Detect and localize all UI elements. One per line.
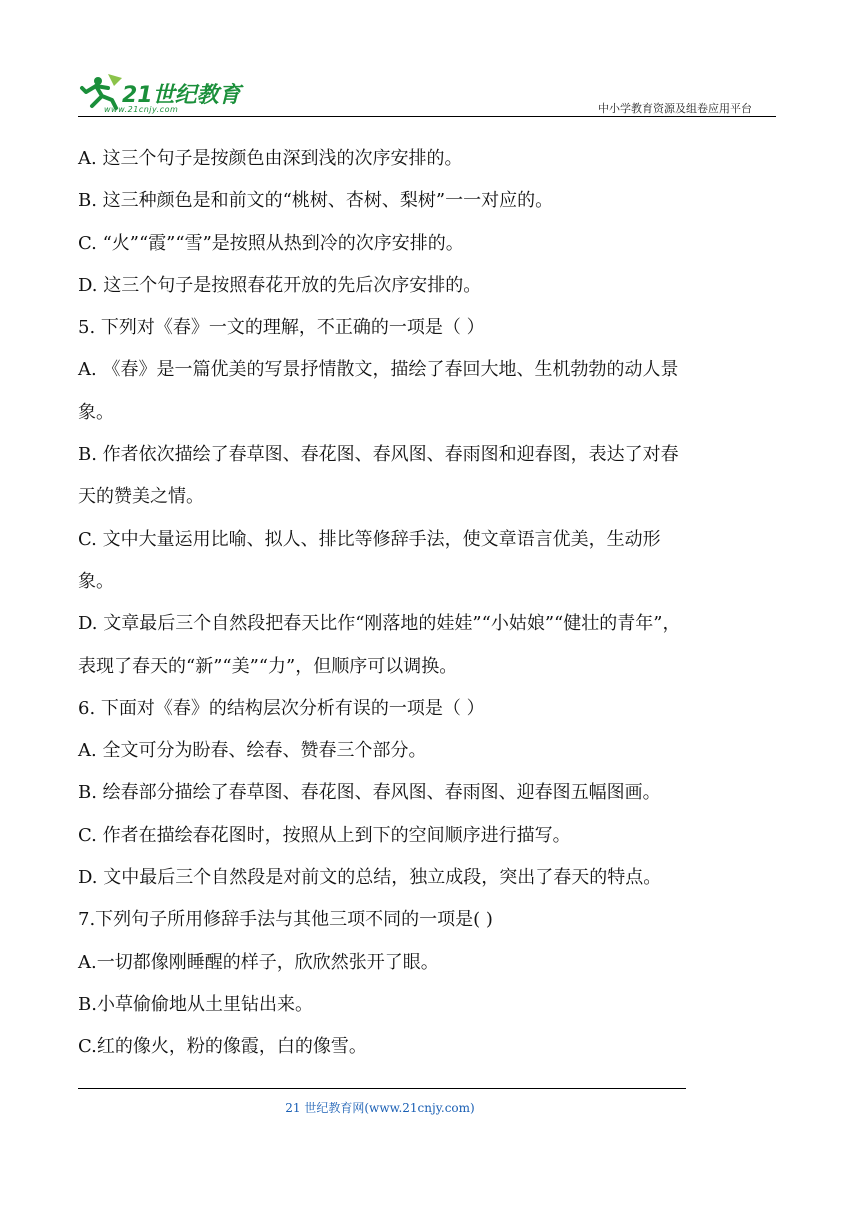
text-line: B. 作者依次描绘了春草图、春花图、春风图、春雨图和迎春图，表达了对春 xyxy=(78,444,679,466)
page-header xyxy=(78,68,776,118)
platform-text: 中小学教育资源及组卷应用平台 xyxy=(598,102,752,115)
footer-text: 21 世纪教育网(www.21cnjy.com) xyxy=(285,1101,475,1115)
header-divider xyxy=(78,116,776,117)
text-line: C. 作者在描绘春花图时，按照从上到下的空间顺序进行描写。 xyxy=(78,824,571,846)
text-line: A. 全文可分为盼春、绘春、赞春三个部分。 xyxy=(78,740,427,762)
logo-url: www.21cnjy.com xyxy=(104,105,179,114)
text-line: 天的赞美之情。 xyxy=(78,486,204,508)
text-line: 象。 xyxy=(78,570,114,592)
text-line: C.红的像火，粉的像霞，白的像雪。 xyxy=(78,1036,367,1058)
text-line: D. 文中最后三个自然段是对前文的总结，独立成段，突出了春天的特点。 xyxy=(78,867,662,889)
question-6: 6. 下面对《春》的结构层次分析有误的一项是（ ） xyxy=(78,697,485,719)
text-line: A. 《春》是一篇优美的写景抒情散文，描绘了春回大地、生机勃勃的动人景 xyxy=(78,359,679,381)
text-line: D. 文章最后三个自然段把春天比作“刚落地的娃娃”“小姑娘”“健壮的青年”， xyxy=(78,613,681,635)
text-line: 象。 xyxy=(78,401,114,423)
logo xyxy=(78,72,248,116)
footer-divider xyxy=(78,1088,686,1089)
text-line: B. 绘春部分描绘了春草图、春花图、春风图、春雨图、迎春图五幅图画。 xyxy=(78,782,661,804)
text-line: B.小草偷偷地从土里钻出来。 xyxy=(78,993,313,1015)
question-7: 7.下列句子所用修辞手法与其他三项不同的一项是( ) xyxy=(78,909,493,931)
text-line: C. 文中大量运用比喻、拟人、排比等修辞手法，使文章语言优美，生动形 xyxy=(78,528,661,550)
text-line: D. 这三个句子是按照春花开放的先后次序安排的。 xyxy=(78,274,482,296)
logo-title: 21世纪教育 xyxy=(122,83,241,108)
text-line: 表现了春天的“新”“美”“力”，但顺序可以调换。 xyxy=(78,655,458,677)
text-line: A.一切都像刚睡醒的样子，欣欣然张开了眼。 xyxy=(78,951,439,973)
text-line: C. “火”“霞”“雪”是按照从热到冷的次序安排的。 xyxy=(78,232,464,254)
document-body xyxy=(78,148,778,1058)
question-5: 5. 下列对《春》一文的理解，不正确的一项是（ ） xyxy=(78,317,485,339)
text-line: B. 这三种颜色是和前文的“桃树、杏树、梨树”一一对应的。 xyxy=(78,190,554,212)
text-line: A. 这三个句子是按颜色由深到浅的次序安排的。 xyxy=(78,148,463,169)
